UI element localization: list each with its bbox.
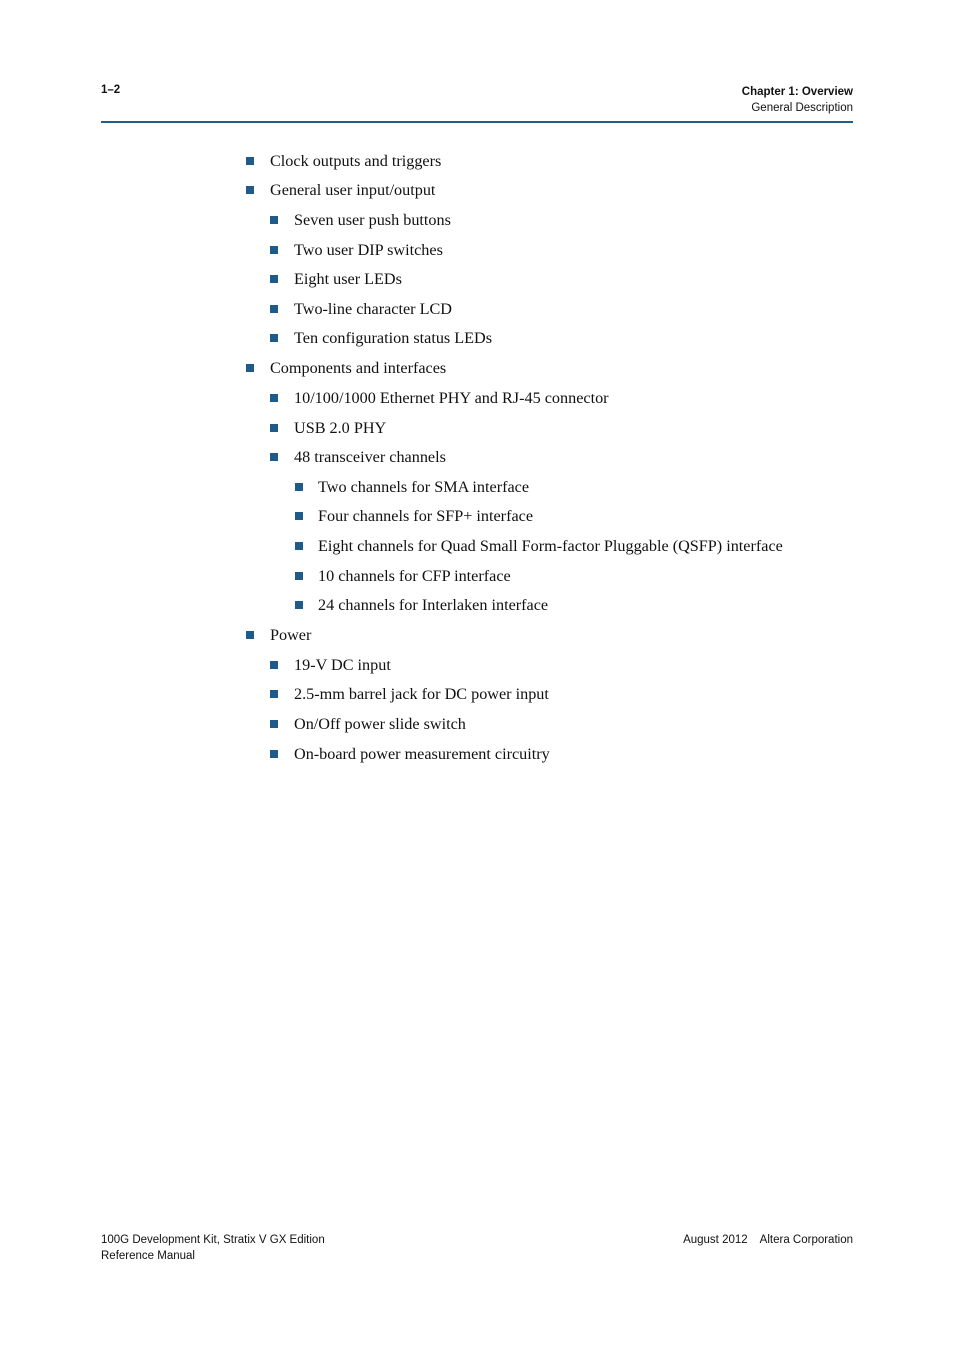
footer-publisher-info [683,1232,853,1248]
footer-company: Altera Corporation [759,1234,853,1246]
footer-document-info [101,1232,325,1264]
square-bullet-icon [270,334,278,342]
footer-doc-type: Reference Manual [101,1250,195,1262]
square-bullet-icon [270,720,278,728]
square-bullet-icon [270,750,278,758]
square-bullet-icon [270,246,278,254]
square-bullet-icon [270,453,278,461]
square-bullet-icon [270,661,278,669]
square-bullet-icon [270,216,278,224]
square-bullet-icon [295,542,303,550]
square-bullet-icon [246,631,254,639]
chapter-title: Chapter 1: Overview [741,86,853,98]
square-bullet-icon [295,512,303,520]
page-number: 1–2 [101,84,121,96]
square-bullet-icon [246,364,254,372]
section-title: General Description [751,102,853,114]
running-head [742,84,853,116]
square-bullet-icon [270,305,278,313]
page-header [101,82,853,123]
square-bullet-icon [295,483,303,491]
square-bullet-icon [295,572,303,580]
square-bullet-icon [270,424,278,432]
square-bullet-icon [270,394,278,402]
square-bullet-icon [270,275,278,283]
footer-date: August 2012 [683,1234,748,1246]
square-bullet-icon [270,690,278,698]
square-bullet-icon [295,601,303,609]
square-bullet-icon [246,186,254,194]
footer-product: 100G Development Kit, Stratix V GX Edition [101,1234,325,1246]
square-bullet-icon [246,157,254,165]
